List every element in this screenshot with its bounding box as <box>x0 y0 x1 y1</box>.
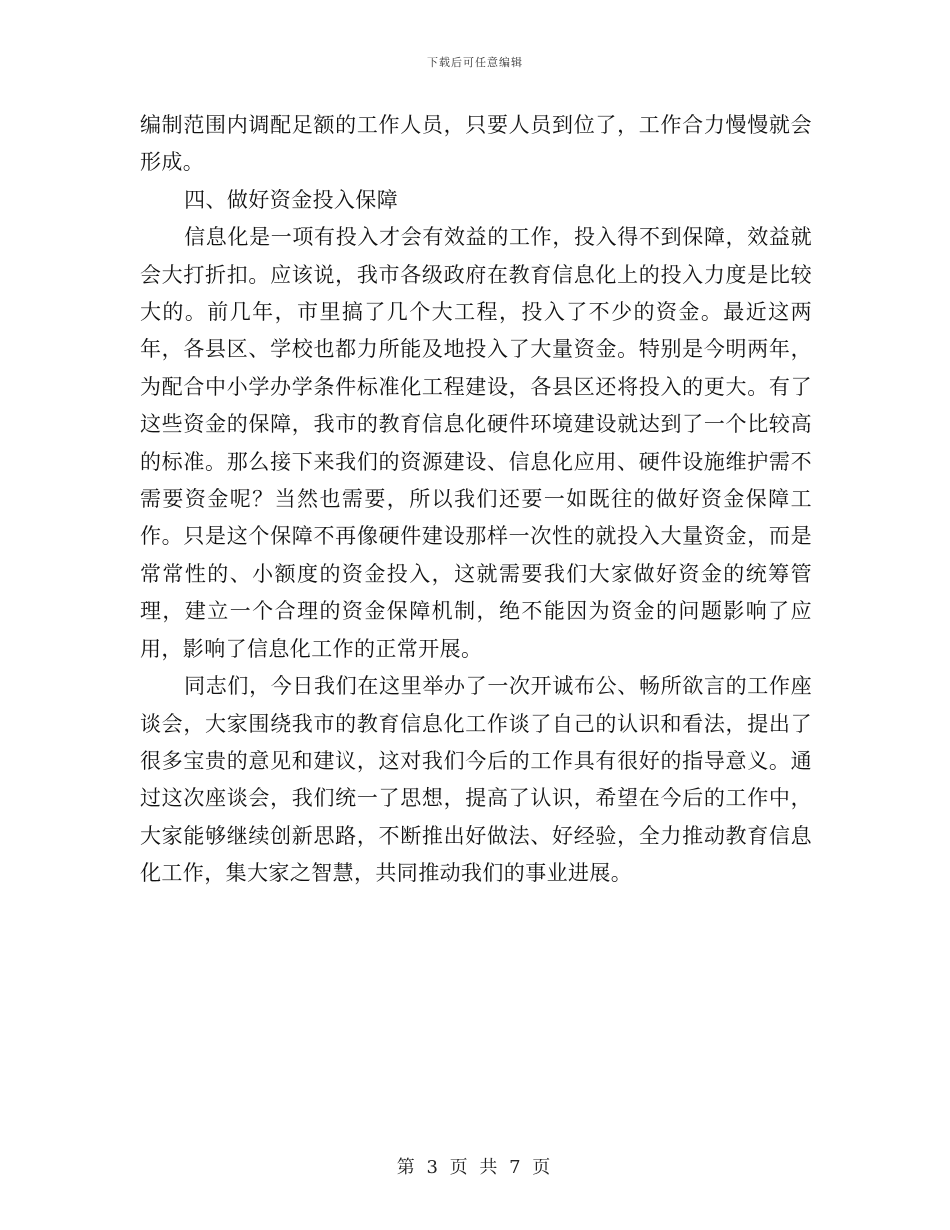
document-body <box>140 107 812 893</box>
page-header: 下载后可任意编辑 <box>427 56 523 69</box>
page-footer: 第 3 页 共 7 页 <box>396 1157 554 1178</box>
section-heading: 四、做好资金投入保障 <box>184 187 399 212</box>
paragraph-closing: 同志们，今日我们在这里举办了一次开诚布公、畅所欲言的工作座谈会，大家围绕我市的教育信息化工作谈了自己的认识和看法，提出了很多宝贵的意见和建议，这对我们今后的工作具有很好的指导意义。通过这次座谈会，我们统一了思想，提高了认识，希望在今后的工作中，大家能够继续创新思路，不断推出好做法、好经验，全力推动教育信息化工作，集大家之智慧，共同推动我们的事业进展。 <box>140 674 812 886</box>
paragraph-funding: 信息化是一项有投入才会有效益的工作，投入得不到保障，效益就会大打折扣。应该说，我市各级政府在教育信息化上的投入力度是比较大的。前几年，市里搞了几个大工程，投入了不少的资金。最近这两年，各县区、学校也都力所能及地投入了大量资金。特别是今明两年，为配合中小学办学条件标准化工程建设，各县区还将投入的更大。有了这些资金的保障，我市的教育信息化硬件环境建设就达到了一个比较高的标准。那么接下来我们的资源建设、信息化应用、硬件设施维护需不需要资金呢？当然也需要，所以我们还要一如既往的做好资金保障工作。只是这个保障不再像硬件建设那样一次性的就投入大量资金，而是常常性的、小额度的资金投入，这就需要我们大家做好资金的统筹管理，建立一个合理的资金保障机制，绝不能因为资金的问题影响了应用，影响了信息化工作的正常开展。 <box>140 225 812 661</box>
paragraph-continued: 编制范围内调配足额的工作人员，只要人员到位了，工作合力慢慢就会形成。 <box>140 113 812 175</box>
